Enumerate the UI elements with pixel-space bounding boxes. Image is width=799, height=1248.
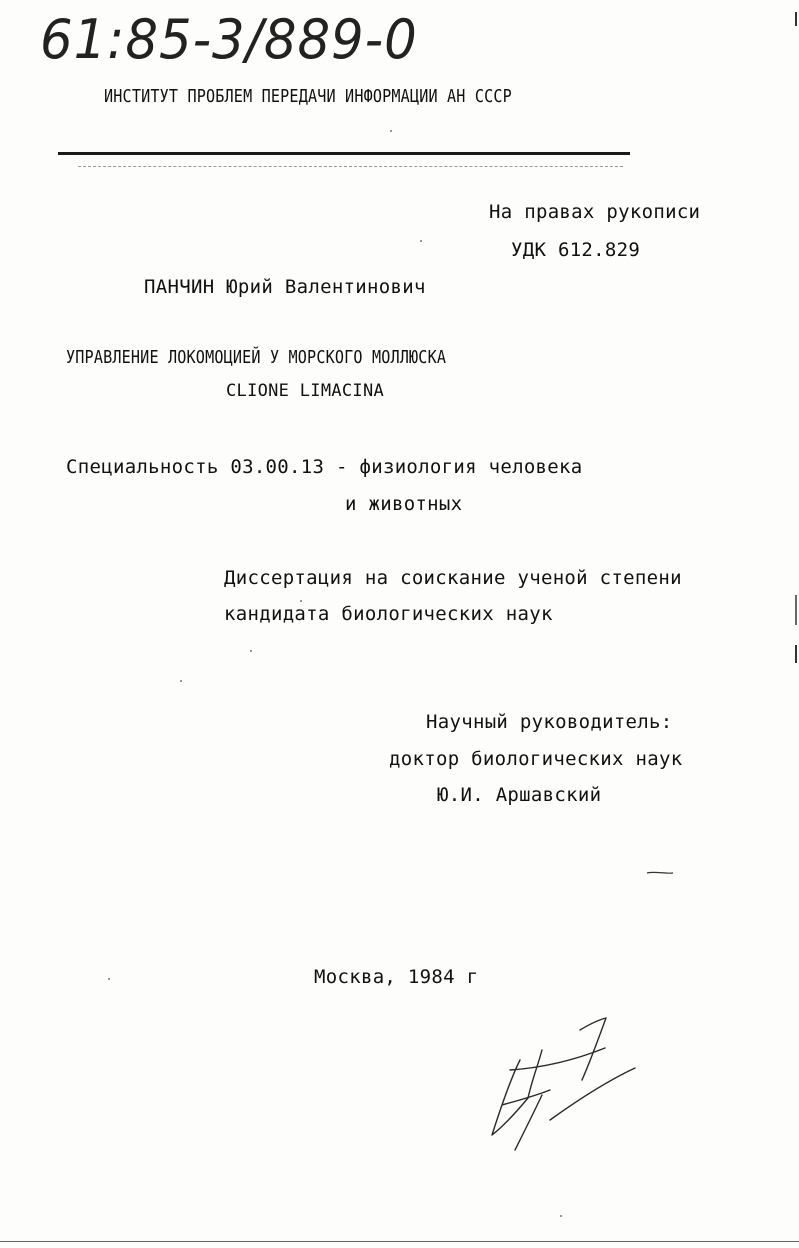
- specialty-line-2: и животных: [345, 493, 463, 515]
- rights-notice: На правах рукописи: [489, 201, 701, 223]
- udc-code: УДК 612.829: [511, 239, 641, 261]
- supervisor-label: Научный руководитель:: [426, 711, 673, 733]
- specialty-line-1: Специальность 03.00.13 - физиология человека: [66, 456, 583, 478]
- author-name: ПАНЧИН Юрий Валентинович: [144, 276, 426, 298]
- header-dotted-line: [78, 166, 623, 167]
- supervisor-name: Ю.И. Аршавский: [437, 784, 602, 806]
- supervisor-degree: доктор биологических наук: [389, 748, 683, 770]
- place-and-year: Москва, 1984 г: [314, 966, 479, 988]
- title-line-1: УПРАВЛЕНИЕ ЛОКОМОЦИЕЙ У МОРСКОГО МОЛЛЮСКА: [66, 347, 447, 368]
- handwritten-signature: [480, 1010, 640, 1160]
- handwritten-catalog-number: 61:85-3/889-0: [40, 8, 418, 71]
- scan-bottom-edge: [0, 1241, 799, 1242]
- pen-stroke-mark: [645, 868, 675, 878]
- header-rule: [58, 152, 630, 155]
- institute-name: ИНСТИТУТ ПРОБЛЕМ ПЕРЕДАЧИ ИНФОРМАЦИИ АН СССР: [104, 86, 512, 107]
- dissertation-line-2: кандидата биологических наук: [224, 603, 553, 625]
- edge-mark: [795, 595, 797, 625]
- edge-mark: [795, 12, 797, 26]
- title-line-2: CLIONE LIMACINA: [226, 381, 385, 401]
- dissertation-line-1: Диссертация на соискание ученой степени: [224, 567, 682, 589]
- edge-mark: [795, 645, 797, 663]
